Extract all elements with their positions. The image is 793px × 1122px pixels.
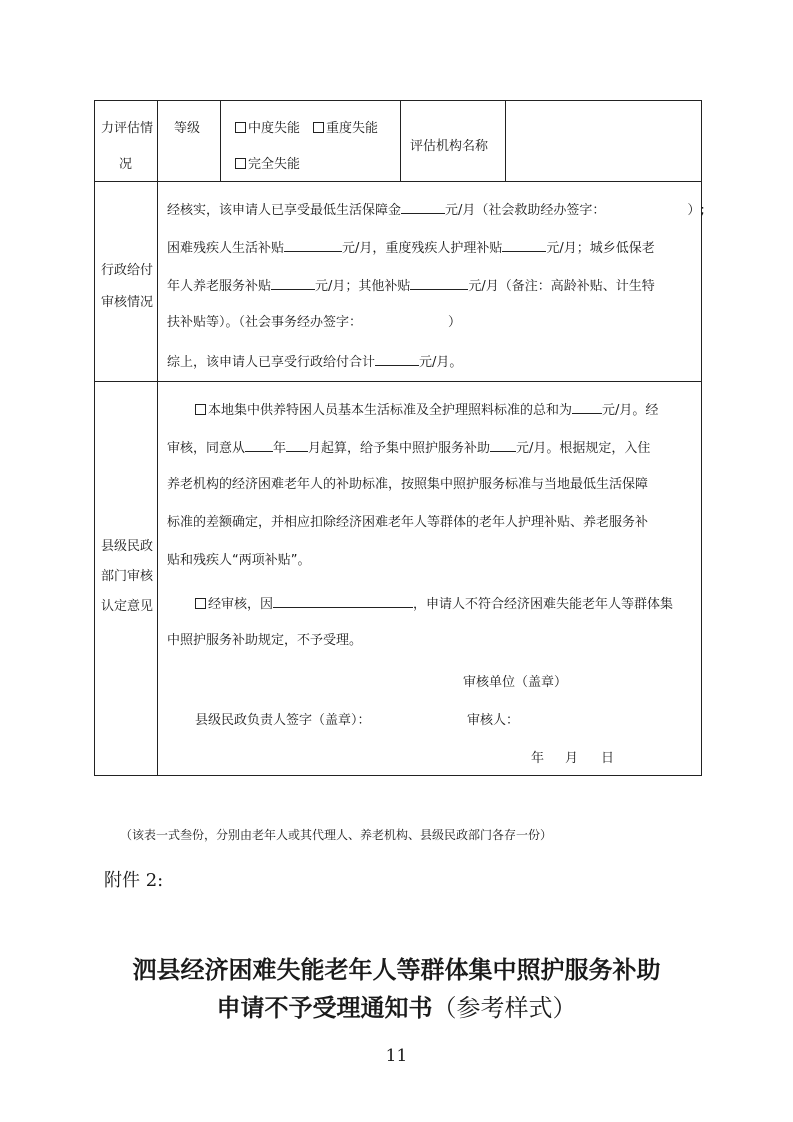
column-divider [400, 101, 401, 181]
column-divider [505, 101, 506, 181]
row2-line5 [167, 353, 462, 371]
checkbox-moderate[interactable] [235, 121, 300, 137]
date-day: 日 [601, 751, 615, 766]
text: 元/月（社会救助经办签字： [445, 203, 606, 218]
text: 元/月；其他补贴 [315, 279, 411, 294]
agency-name-field[interactable] [510, 105, 696, 177]
text: 本地集中供养特困人员基本生活标准及全护理照料标准的总和为 [208, 403, 573, 418]
checkbox-approve[interactable] [195, 404, 206, 415]
grade-label: 等级 [174, 121, 201, 136]
checkbox-square[interactable] [235, 122, 246, 133]
row3-label-line3: 认定意见 [101, 599, 154, 614]
document-title-line1: 泗县经济困难失能老年人等群体集中照护服务补助 [132, 955, 661, 984]
reject-reason-blank[interactable] [273, 595, 413, 608]
text: 元/月。 [419, 355, 463, 370]
checkbox-square[interactable] [235, 158, 246, 169]
title-main: 申请不予受理通知书 [216, 993, 433, 1022]
officer-signature-label: 县级民政负责人签字（盖章）： [195, 713, 371, 728]
disability-living-blank[interactable] [284, 239, 342, 252]
checkbox-total[interactable] [235, 157, 300, 173]
row3-line4: 标准的差额确定，并相应扣除经济困难老年人等群体的老年人护理补贴、养老服务补 [167, 515, 649, 530]
row2-line1 [167, 201, 705, 219]
copies-note: （该表一式叁份，分别由老年人或其代理人、养老机构、县级民政部门各存一份） [120, 828, 553, 842]
text: 元/月；城乡低保老 [546, 241, 655, 256]
row2-line3 [167, 277, 655, 295]
attachment-label: 附件 2: [104, 870, 164, 891]
row3-para2 [195, 595, 673, 613]
care-subsidy-blank[interactable] [490, 439, 516, 452]
row2-label-line2: 审核情况 [101, 295, 154, 310]
row3-para1 [195, 401, 658, 419]
text: 元/月。根据规定，入住 [516, 441, 651, 456]
row3-line5: 贴和残疾人“两项补贴”。 [167, 553, 311, 568]
elderly-service-blank[interactable] [271, 277, 315, 290]
severe-label: 重度失能 [326, 121, 379, 136]
row2-line4 [167, 315, 461, 331]
text: 困难残疾人生活补贴 [167, 241, 285, 256]
row-divider [95, 181, 701, 182]
moderate-label: 中度失能 [248, 121, 301, 136]
text: 综上，该申请人已享受行政给付合计 [167, 355, 376, 370]
start-month-blank[interactable] [286, 439, 308, 452]
text: 年人养老服务补贴 [167, 279, 272, 294]
row1-label-line1: 力评估情 [101, 121, 154, 136]
row-divider [95, 381, 701, 382]
checkbox-reject[interactable] [195, 598, 206, 609]
column-divider [220, 101, 221, 181]
start-year-blank[interactable] [245, 439, 273, 452]
row3-line3: 养老机构的经济困难老年人的补助标准，按照集中照护服务标准与当地最低生活保障 [167, 477, 649, 492]
row3-line7: 中照护服务补助规定，不予受理。 [167, 633, 363, 648]
text: 元/月（备注：高龄补贴、计生特 [468, 279, 655, 294]
other-subsidy-blank[interactable] [410, 277, 468, 290]
text: 经核实，该申请人已享受最低生活保障金 [167, 203, 402, 218]
total-label: 完全失能 [248, 157, 301, 172]
row2-line2 [167, 239, 655, 257]
row3-line2 [167, 439, 650, 457]
checkbox-square[interactable] [313, 122, 324, 133]
document-title-line2 [0, 988, 793, 1023]
text: 月起算，给予集中照护服务补助 [308, 441, 491, 456]
total-benefit-blank[interactable] [375, 353, 419, 366]
text: ，申请人不符合经济困难失能老年人等群体集 [413, 597, 674, 612]
date-year: 年 [531, 751, 545, 766]
text: 审核，同意从 [167, 441, 246, 456]
text: 扶补贴等）。（社会事务经办签字： [167, 315, 363, 330]
text: 元/月。经 [602, 403, 659, 418]
title-paren: （参考样式） [432, 994, 577, 1022]
column-divider [157, 101, 158, 775]
text: 元/月，重度残疾人护理补贴 [342, 241, 503, 256]
page-number: 11 [385, 1046, 408, 1066]
row2-label-line1: 行政给付 [101, 263, 154, 278]
date-month: 月 [565, 751, 579, 766]
text: 年 [273, 441, 287, 456]
reviewer-label: 审核人： [467, 713, 520, 728]
disability-care-blank[interactable] [502, 239, 546, 252]
agency-label: 评估机构名称 [410, 139, 489, 154]
form-table [94, 100, 705, 776]
checkbox-severe[interactable] [313, 121, 378, 137]
row3-label-line2: 部门审核 [101, 569, 154, 584]
row1-label-line2: 况 [119, 157, 133, 172]
row3-label-line1: 县级民政 [101, 539, 154, 554]
standard-total-blank[interactable] [572, 401, 602, 414]
review-unit-seal: 审核单位（盖章） [463, 675, 568, 690]
min-security-blank[interactable] [401, 201, 445, 214]
text: ） [448, 315, 462, 330]
text: ）; [687, 203, 705, 218]
text: 经审核，因 [208, 597, 274, 612]
